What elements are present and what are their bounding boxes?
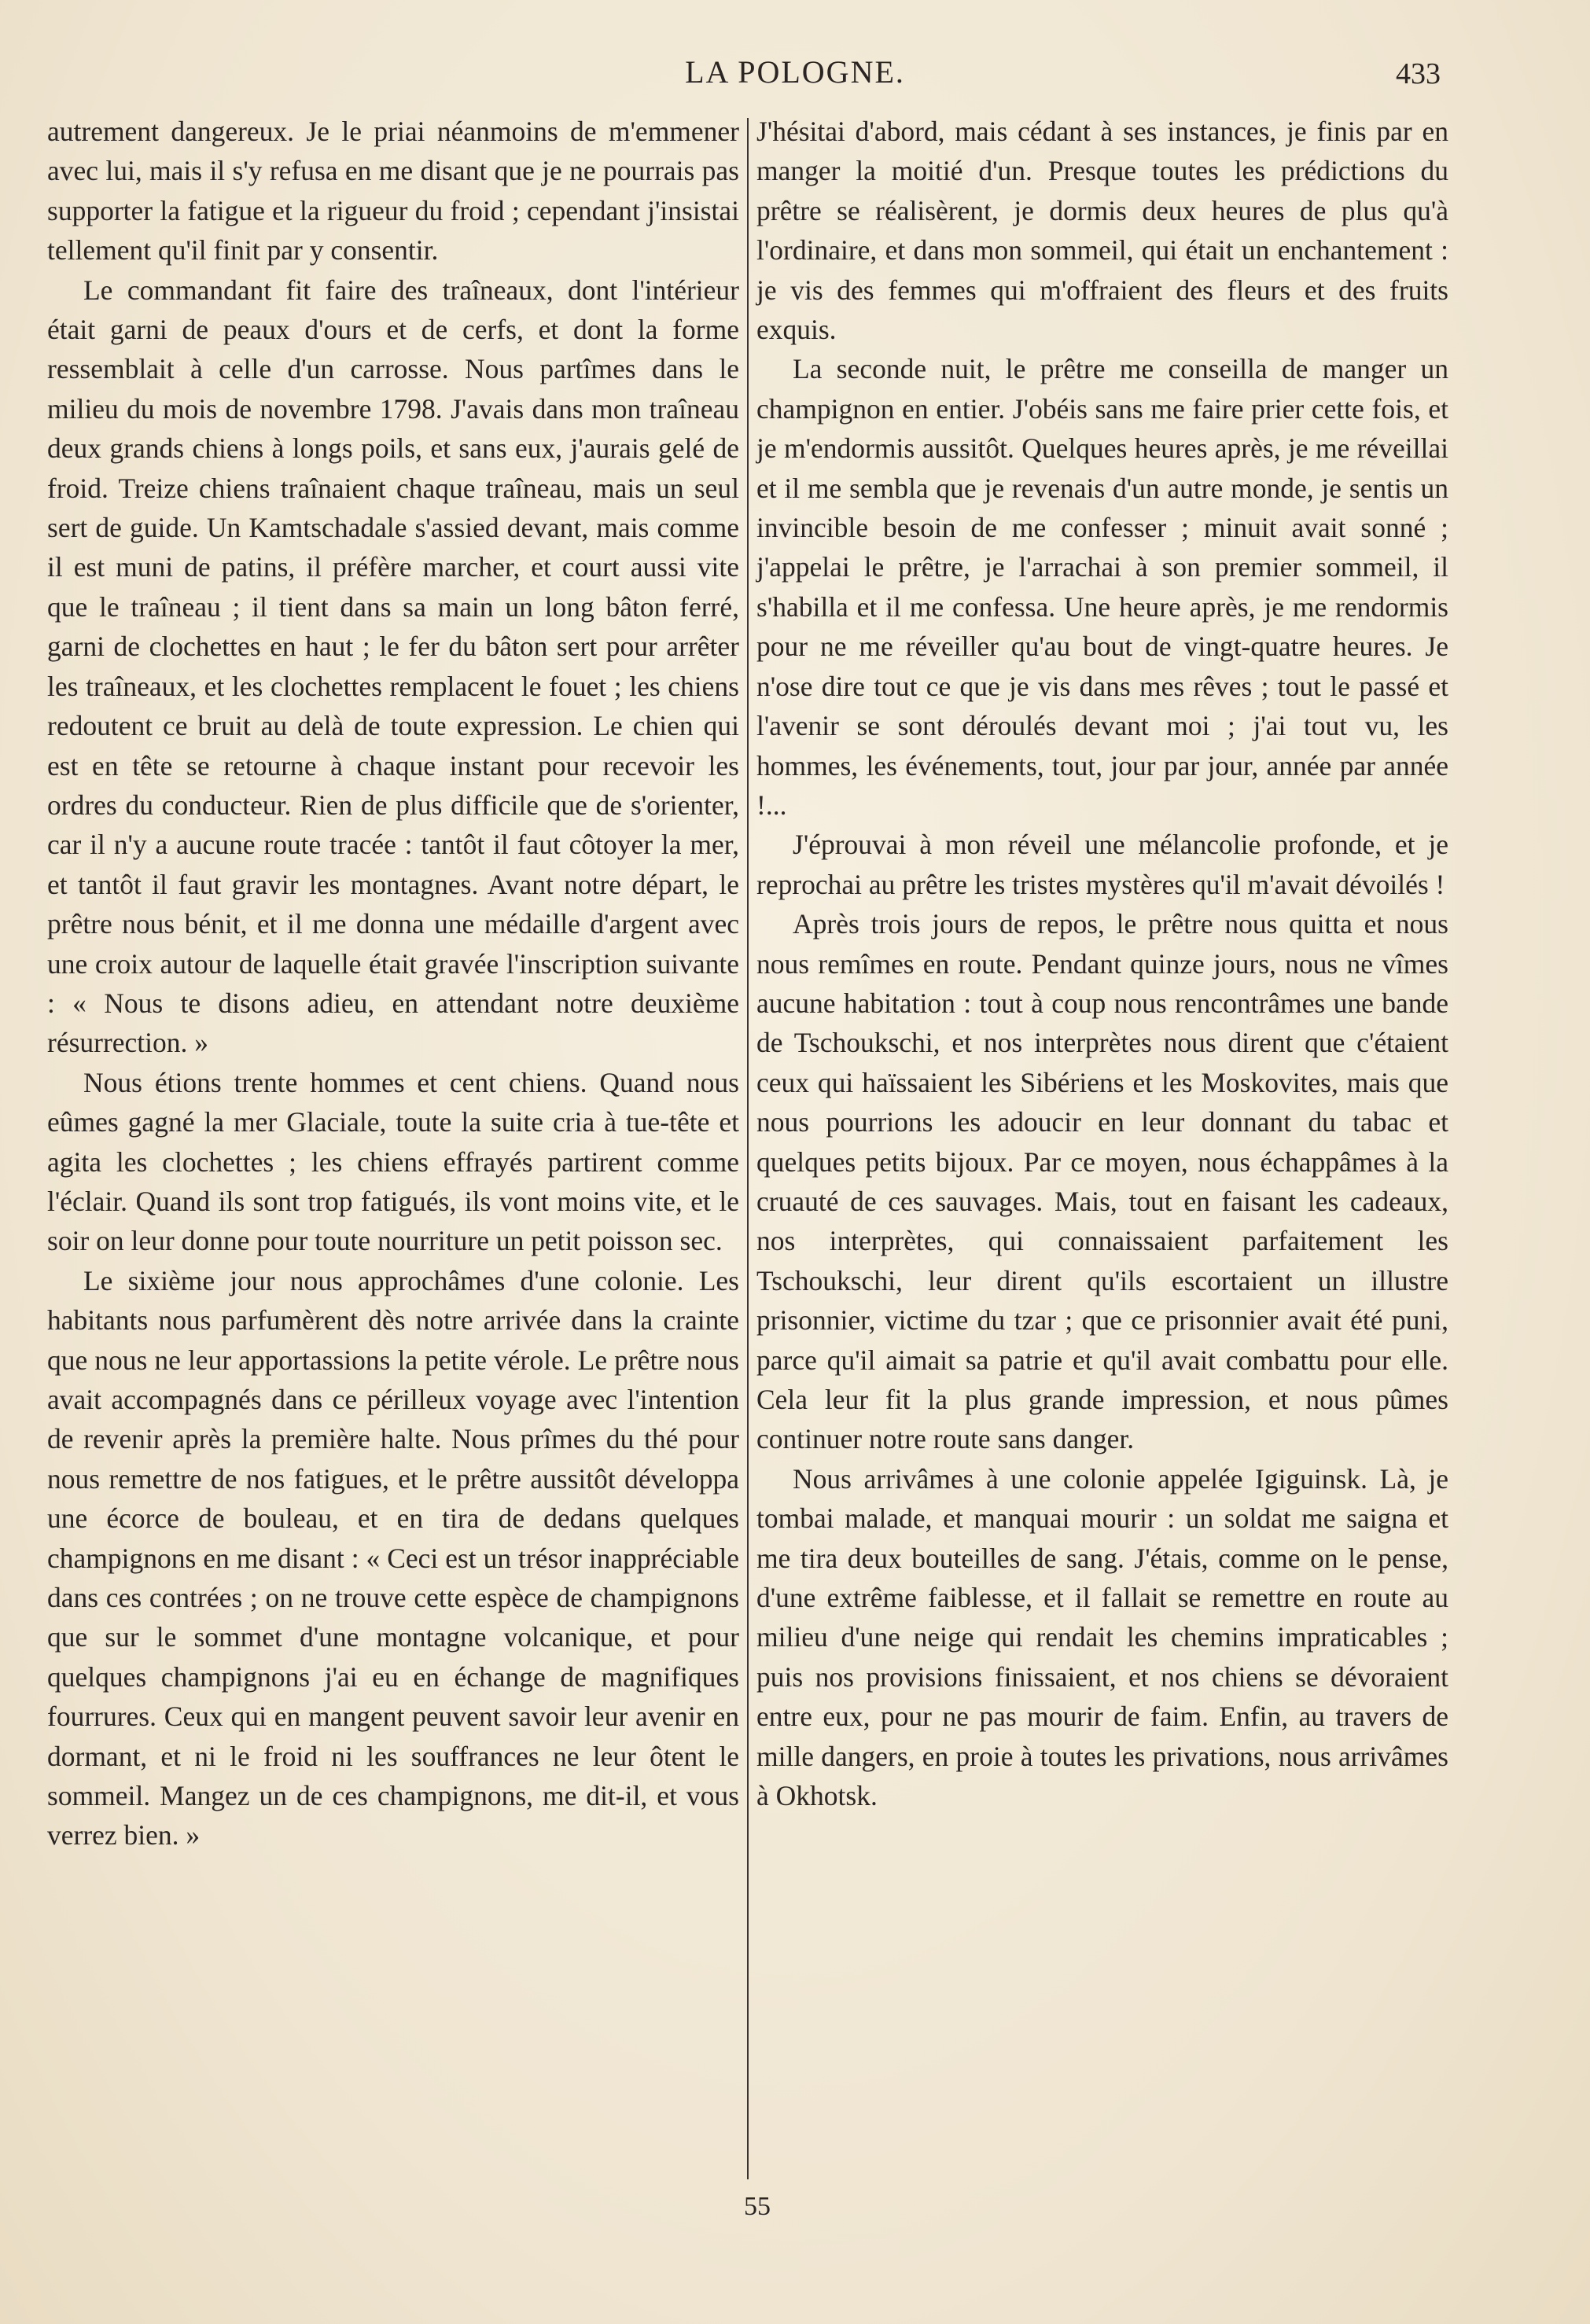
signature-mark: 55 xyxy=(744,2192,771,2221)
paragraph: Le sixième jour nous approchâmes d'une colonie. Les habitants nous parfumèrent dès notre arrivée dans la crainte que nous ne leur apportassions la petite vérole. Le prêtre nous avait accompagnés dans ce périlleux voyage avec l'intention de revenir après la première halte. Nous prîmes du thé pour nous remettre de nos fatigues, et le prêtre aussitôt développa une écorce de bouleau, et en tira de dedans quelques champignons en me disant : « Ceci est un trésor inappréciable dans ces contrées ; on ne trouve cette espèce de champignons que sur le sommet d'une montagne volcanique, et pour quelques champignons j'ai eu en échange de magnifiques fourrures. Ceux qui en mangent peuvent savoir leur avenir en dormant, et ni le froid ni les souffrances ne leur ôtent le sommeil. Mangez un de ces champignons, me dit-il, et vous verrez bien. » xyxy=(47,1264,739,1851)
paragraph: Après trois jours de repos, le prêtre nous quitta et nous nous remîmes en route. Pendant quinze jours, nous ne vîmes aucune habitation : tout à coup nous rencontrâmes une bande de Tschoukschi, et nos interprètes nous dirent que c'étaient ceux qui haïssaient les Sibériens et les Moskovites, mais que nous pourrions les adoucir en leur donnant du tabac et quelques petits bijoux. Par ce moyen, nous échappâmes à la cruauté de ces sauvages. Mais, tout en faisant les cadeaux, nos interprètes, qui connaissaient parfaitement les Tschoukschi, leur dirent qu'ils escortaient un illustre prisonnier, victime du tzar ; que ce prisonnier avait été puni, parce qu'il aimait sa patrie et qu'il avait combattu pour elle. Cela leur fit la plus grande impression, et nous pûmes continuer notre route sans danger. xyxy=(756,908,1448,1455)
running-title: LA POLOGNE. xyxy=(685,54,905,90)
paragraph: autrement dangereux. Je le priai néanmoins de m'emmener avec lui, mais il s'y refusa en me disant que je ne pourrais pas supporter la fatigue et la rigueur du froid ; cependant j'insistai tellement qu'il finit par y consentir. xyxy=(47,116,739,267)
paragraph: Nous étions trente hommes et cent chiens. Quand nous eûmes gagné la mer Glaciale, toute la suite cria à tue-tête et agita les clochettes ; les chiens effrayés partirent comme l'éclair. Quand ils sont trop fatigués, ils vont moins vite, et le soir on leur donne pour toute nourriture un petit poisson sec. xyxy=(47,1066,739,1257)
left-column xyxy=(47,112,739,1855)
paragraph: Le commandant fit faire des traîneaux, dont l'intérieur était garni de peaux d'ours et de cerfs, et dont la forme ressemblait à celle d'un carrosse. Nous partîmes dans le milieu du mois de novembre 1798. J'avais dans mon traîneau deux grands chiens à longs poils, et sans eux, j'aurais gelé de froid. Treize chiens traînaient chaque traîneau, mais un seul sert de guide. Un Kamtschadale s'assied devant, mais comme il est muni de patins, il préfère marcher, et court aussi vite que le traîneau ; il tient dans sa main un long bâton ferré, garni de clochettes en haut ; le fer du bâton sert pour arrêter les traîneaux, et les clochettes remplacent le fouet ; les chiens redoutent ce bruit au delà de toute expression. Le chien qui est en tête se retourne à chaque instant pour recevoir les ordres du conducteur. Rien de plus difficile que de s'orienter, car il n'y a aucune route tracée : tantôt il faut côtoyer la mer, et tantôt il faut gravir les montagnes. Avant notre départ, le prêtre nous bénit, et il me donna une médaille d'argent avec une croix autour de laquelle était gravée l'inscription suivante : « Nous te disons adieu, en attendant notre deuxième résurrection. » xyxy=(47,274,739,1059)
page-header xyxy=(0,53,1590,101)
paragraph: Nous arrivâmes à une colonie appelée Igiguinsk. Là, je tombai malade, et manquai mourir : un soldat me saigna et me tira deux bouteilles de sang. J'étais, comme on le pense, d'une extrême faiblesse, et il fallait se remettre en route au milieu d'une neige qui rendait les chemins impraticables ; puis nos provisions finissaient, et nos chiens se dévoraient entre eux, pour ne pas mourir de faim. Enfin, au travers de mille dangers, en proie à toutes les privations, nous arrivâmes à Okhotsk. xyxy=(756,1462,1448,1812)
paragraph: J'éprouvai à mon réveil une mélancolie profonde, et je reprochai au prêtre les tristes mystères qu'il m'avait dévoilés ! xyxy=(756,829,1448,900)
page-number: 433 xyxy=(1396,57,1441,90)
paragraph: La seconde nuit, le prêtre me conseilla de manger un champignon en entier. J'obéis sans me faire prier cette fois, et je m'endormis aussitôt. Quelques heures après, je me réveillai et il me sembla que je revenais d'un autre monde, je sentis un invincible besoin de me confesser ; minuit avait sonné ; j'appelai le prêtre, je l'arrachai à son premier sommeil, il s'habilla et il me confessa. Une heure après, je me rendormis pour ne me réveiller qu'au bout de vingt-quatre heures. Je n'ose dire tout ce que je vis dans mes rêves ; tout le passé et l'avenir se sont déroulés devant moi ; j'ai tout vu, les hommes, les événements, tout, jour par jour, année par année !... xyxy=(756,353,1448,821)
right-column xyxy=(756,112,1448,1815)
paragraph: J'hésitai d'abord, mais cédant à ses instances, je finis par en manger la moitié d'un. Presque toutes les prédictions du prêtre se réalisèrent, je dormis deux heures de plus qu'à l'ordinaire, et dans mon sommeil, qui était un enchantement : je vis des femmes qui m'offraient des fleurs et des fruits exquis. xyxy=(756,116,1448,346)
column-divider xyxy=(747,118,749,2179)
